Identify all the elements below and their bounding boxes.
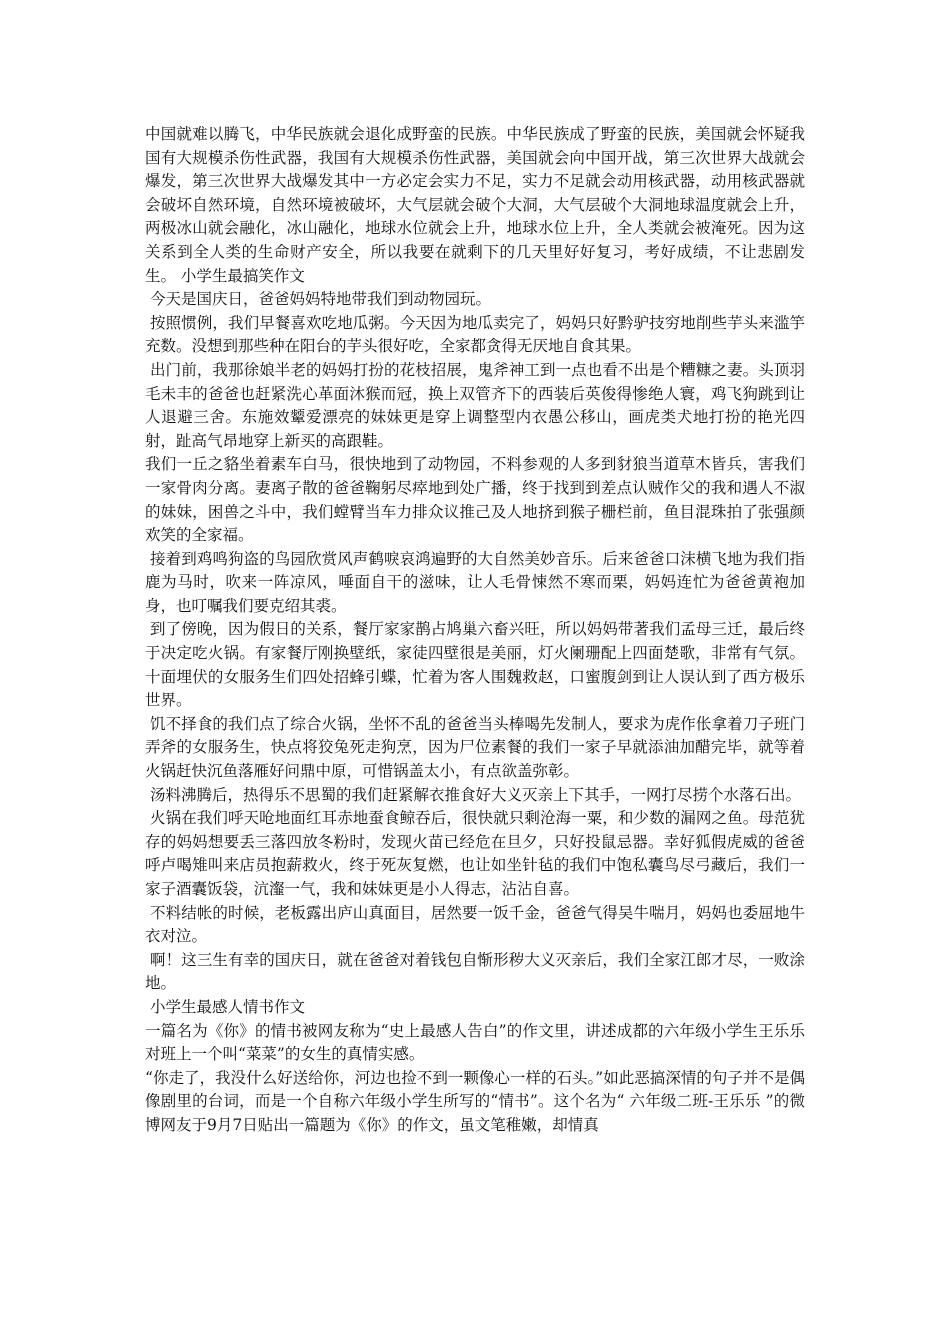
paragraph: 一篇名为《你》的情书被网友称为“史上最感人告白”的作文里，讲述成都的六年级小学生王乐乐对班上一个叫“菜菜”的女生的真情实感。: [145, 1021, 805, 1064]
paragraph: 啊！这三生有幸的国庆日，就在爸爸对着钱包自惭形秽大义灭亲后，我们全家江郎才尽，一败涂地。: [145, 950, 805, 993]
paragraph: 到了傍晚，因为假日的关系，餐厅家家鹊占鸠巢六畜兴旺，所以妈妈带著我们孟母三迁，最后终于决定吃火锅。有家餐厅刚换壁纸，家徒四壁很是美丽，灯火阑珊配上四面楚歌，非常有气氛。十面埋伏的女服务生们四处招蜂引蝶，忙着为客人围魏救赵，口蜜腹剑到让人误认到了西方极乐世界。: [145, 620, 805, 710]
paragraph: 不料结帐的时候，老板露出庐山真面目，居然要一饭千金，爸爸气得吴牛喘月，妈妈也委屈地牛衣对泣。: [145, 903, 805, 946]
section-heading: 小学生最感人情书作文: [145, 997, 305, 1016]
document-body: [145, 123, 805, 1138]
paragraph: 火锅在我们呼天呛地面红耳赤地蚕食鲸吞后，很快就只剩沧海一粟，和少数的漏网之鱼。母范犹存的妈妈想要丢三落四放冬粉时，发现火苗已经危在旦夕，只好投鼠忌器。幸好狐假虎威的爸爸呼卢喝雉叫来店员抱薪救火，终于死灰复燃，也让如坐针毡的我们中饱私囊鸟尽弓藏后，我们一家子酒囊饭袋，沆瀣一气，我和妹妹更是小人得志，沾沾自喜。: [145, 809, 805, 898]
paragraph: “你走了，我没什么好送给你，河边也捡不到一颗像心一样的石头。”如此恶搞深情的句子并不是偶像剧里的台词，而是一个自称六年级小学生所写的“情书”。这个名为“ 六年级二班-王乐乐 ”的微博网友于9月7日贴出一篇题为《你》的作文，虽文笔稚嫩，却情真: [145, 1068, 805, 1134]
paragraph: 今天是国庆日，爸爸妈妈特地带我们到动物园玩。: [145, 290, 491, 309]
paragraph: 出门前，我那徐娘半老的妈妈打扮的花枝招展，鬼斧神工到一点也看不出是个糟糠之妻。头顶羽毛未丰的爸爸也赶紧洗心革面沐猴而冠，换上双管齐下的西装后英俊得惨绝人寰，鸡飞狗跳到让人退避三舍。东施效颦爱漂亮的妹妹更是穿上调整型内衣愚公移山，画虎类犬地打扮的艳光四射，趾高气昂地穿上新买的高跟鞋。: [145, 360, 805, 450]
paragraph: 汤料沸腾后，热得乐不思蜀的我们赶紧解衣推食好大义灭亲上下其手，一网打尽捞个水落石出。: [145, 785, 801, 804]
paragraph: 接着到鸡鸣狗盗的鸟园欣赏风声鹤唳哀鸿遍野的大自然美妙音乐。后来爸爸口沫横飞地为我们指鹿为马时，吹来一阵凉风，唾面自干的滋味，让人毛骨悚然不寒而栗，妈妈连忙为爸爸黄袍加身，也叮嘱我们要克绍其裘。: [145, 549, 805, 615]
paragraph: 中国就难以腾飞，中华民族就会退化成野蛮的民族。中华民族成了野蛮的民族，美国就会怀疑我国有大规模杀伤性武器，我国有大规模杀伤性武器，美国就会向中国开战，第三次世界大战就会爆发，第三次世界大战爆发其中一方必定会实力不足，实力不足就会动用核武器，动用核武器就会破坏自然环境，自然环境被破坏，大气层就会破个大洞，大气层破个大洞地球温度就会上升，两极冰山就会融化，冰山融化，地球水位就会上升，地球水位上升，全人类就会被淹死。因为这关系到全人类的生命财产安全，所以我要在就剩下的几天里好好复习，考好成绩，不让悲剧发生。 小学生最搞笑作文: [145, 125, 805, 285]
paragraph: 饥不择食的我们点了综合火锅，坐怀不乱的爸爸当头棒喝先发制人，要求为虎作伥拿着刀子班门弄斧的女服务生，快点将狡兔死走狗烹，因为尸位素餐的我们一家子早就添油加醋完毕，就等着火锅赶快沉鱼落雁好问鼎中原，可惜锅盖太小，有点欲盖弥彰。: [145, 714, 805, 781]
paragraph: 我们一丘之貉坐着素车白马，很快地到了动物园，不料参观的人多到豺狼当道草木皆兵，害我们一家骨肉分离。妻离子散的爸爸鞠躬尽瘁地到处广播，终于找到到差点认贼作父的我和遇人不淑的妹妹，困兽之斗中，我们螳臂当车力排众议推己及人地挤到猴子栅栏前，鱼目混珠拍了张强颜欢笑的全家福。: [145, 455, 805, 545]
paragraph: 按照惯例，我们早餐喜欢吃地瓜粥。今天因为地瓜卖完了，妈妈只好黔驴技穷地削些芋头来滥竽充数。没想到那些种在阳台的芋头很好吃，全家都贪得无厌地自食其果。: [145, 313, 805, 356]
